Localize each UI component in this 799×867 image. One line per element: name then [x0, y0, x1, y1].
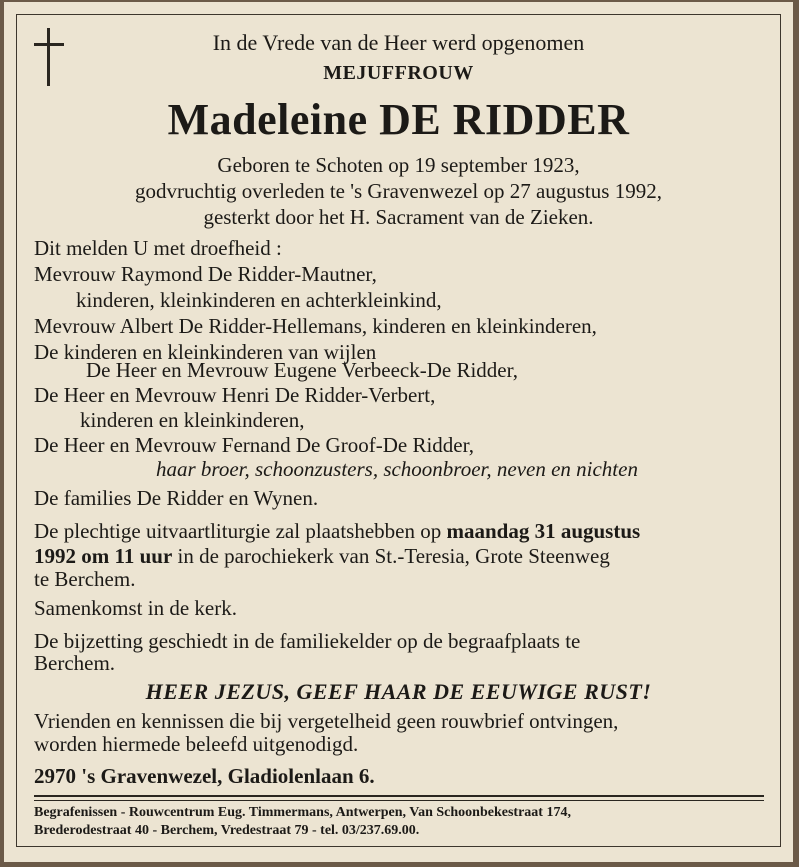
sacrament-line: gesterkt door het H. Sacrament van de Zieken.	[203, 205, 594, 229]
footer-divider	[34, 800, 764, 801]
mourner-families: De families De Ridder en Wynen.	[34, 486, 319, 510]
funeral-text: De plechtige uitvaartliturgie zal plaatshebben op	[34, 519, 447, 543]
mourner-line: De Heer en Mevrouw Eugene Verbeeck-De Ridder,	[86, 358, 519, 382]
footer-divider	[34, 795, 764, 797]
obituary-card	[4, 2, 793, 862]
funeral-date: maandag 31 augustus	[446, 519, 641, 543]
funeral-line	[34, 544, 610, 569]
mourner-line: De kinderen en kleinkinderen van wijlen	[34, 340, 377, 364]
mourner-line: De Heer en Mevrouw Henri De Ridder-Verbert,	[34, 383, 436, 407]
death-line: godvruchtig overleden te 's Gravenwezel op 27 augustus 1992,	[135, 179, 662, 203]
mourner-line: haar broer, schoonzusters, schoonbroer, neven en nichten	[156, 457, 638, 481]
footer-line: Begrafenissen - Rouwcentrum Eug. Timmermans, Antwerpen, Van Schoonbekestraat 174,	[34, 805, 571, 820]
prayer-line: HEER JEZUS, GEEF HAAR DE EEUWIGE RUST!	[145, 679, 652, 704]
opening-line: In de Vrede van de Heer werd opgenomen	[212, 30, 585, 55]
deceased-name: Madeleine DE RIDDER	[167, 95, 630, 144]
mourners-intro: Dit melden U met droefheid :	[34, 236, 282, 260]
funeral-text: in de parochiekerk van St.-Teresia, Grote Steenweg	[172, 544, 610, 568]
invitation-line: worden hiermede beleefd uitgenodigd.	[34, 732, 359, 756]
birth-line: Geboren te Schoten op 19 september 1923,	[217, 153, 580, 177]
burial-line: Berchem.	[34, 651, 116, 675]
gathering-line: Samenkomst in de kerk.	[34, 596, 237, 620]
footer-line: Brederodestraat 40 - Berchem, Vredestraat 79 - tel. 03/237.69.00.	[34, 823, 420, 838]
funeral-line: te Berchem.	[34, 567, 136, 591]
mourner-line: kinderen en kleinkinderen,	[80, 408, 305, 432]
burial-line: De bijzetting geschiedt in de familiekelder op de begraafplaats te	[34, 629, 581, 653]
invitation-line: Vrienden en kennissen die bij vergetelheid geen rouwbrief ontvingen,	[34, 709, 619, 733]
mourner-line: Mevrouw Raymond De Ridder-Mautner,	[34, 262, 377, 286]
funeral-line	[34, 519, 640, 544]
mourner-line: kinderen, kleinkinderen en achterkleinkind,	[76, 288, 442, 312]
funeral-time: 1992 om 11 uur	[34, 544, 173, 568]
mourner-line: Mevrouw Albert De Ridder-Hellemans, kinderen en kleinkinderen,	[34, 314, 597, 338]
title-line: MEJUFFROUW	[323, 62, 474, 84]
home-address: 2970 's Gravenwezel, Gladiolenlaan 6.	[34, 764, 375, 788]
mourner-line: De Heer en Mevrouw Fernand De Groof-De Ridder,	[34, 433, 475, 457]
